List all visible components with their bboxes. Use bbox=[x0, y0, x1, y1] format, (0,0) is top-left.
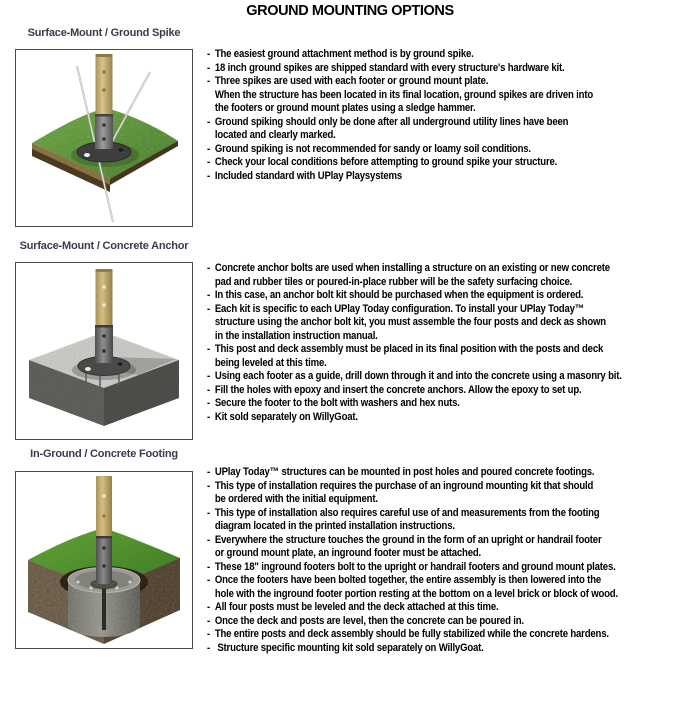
text-line: being leveled at this time. bbox=[214, 356, 327, 369]
section-heading-concrete-anchor: Surface-Mount / Concrete Anchor bbox=[19, 240, 189, 252]
text-line: - 18 inch ground spikes are shipped standard with every structure's hardware kit. bbox=[207, 61, 565, 74]
text-line: - Kit sold separately on WillyGoat. bbox=[207, 410, 358, 423]
section-heading-ground-spike: Surface-Mount / Ground Spike bbox=[27, 27, 181, 39]
text-line: - Ground spiking is not recommended for sandy or loamy soil conditions. bbox=[207, 142, 531, 155]
text-line: - Ground spiking should only be done after all underground utility lines have been bbox=[207, 115, 569, 128]
text-line: - These 18" inground footers bolt to the upright or handrail footers and ground mount plates. bbox=[207, 560, 616, 573]
text-line: - Once the footers have been bolted together, the entire assembly is then lowered into the bbox=[207, 574, 602, 586]
section-heading-concrete-footing: In-Ground / Concrete Footing bbox=[30, 448, 178, 460]
text-line: - This type of installation also requires careful use of and measurements from the footing bbox=[207, 506, 600, 519]
ground-spike-illustration bbox=[15, 49, 193, 227]
text-line: - Three spikes are used with each footer or ground mount plate. bbox=[207, 75, 489, 87]
concrete-footing-illustration bbox=[15, 471, 193, 649]
text-line: diagram located in the printed installation instructions. bbox=[214, 520, 455, 532]
text-line: in the installation instruction manual. bbox=[214, 329, 378, 342]
concrete-footing-graphic bbox=[16, 472, 192, 648]
text-line: - The easiest ground attachment method is by ground spike. bbox=[207, 48, 474, 60]
concrete-anchor-graphic bbox=[16, 263, 192, 439]
concrete-anchor-illustration bbox=[15, 262, 193, 440]
text-line: - Secure the footer to the bolt with washers and hex nuts. bbox=[207, 397, 460, 409]
text-line: hole with the inground footer portion resting at the bottom on a level brick or block of wood. bbox=[214, 587, 618, 600]
text-line: pad and rubber tiles or poured-in-place rubber will be the safety surfacing choice. bbox=[214, 275, 573, 288]
text-line: - UPlay Today™ structures can be mounted in post holes and poured concrete footings. bbox=[207, 466, 595, 478]
text-line: structure using the anchor bolt kit, you must assemble the four posts and deck as shown bbox=[214, 316, 606, 328]
text-line: or ground mount plate, an inground footer must be attached. bbox=[214, 547, 482, 559]
page-title: GROUND MOUNTING OPTIONS bbox=[246, 3, 454, 19]
section-text-concrete-anchor bbox=[207, 262, 700, 424]
text-line: - Everywhere the structure touches the ground in the form of an upright or handrail footer bbox=[207, 533, 602, 546]
text-line: - Each kit is specific to each UPlay Today configuration. To install your UPlay Today™ bbox=[207, 302, 585, 315]
text-line: When the structure has been located in its final location, ground spikes are driven into bbox=[214, 88, 594, 101]
section-text-concrete-footing bbox=[207, 466, 700, 655]
text-line: be ordered with the initial equipment. bbox=[214, 493, 378, 505]
text-line: the footers or ground mount plates using a sledge hammer. bbox=[214, 102, 476, 114]
text-line: - Structure specific mounting kit sold separately on WillyGoat. bbox=[207, 641, 484, 654]
section-text-ground-spike bbox=[207, 48, 700, 183]
text-line: - All four posts must be leveled and the deck attached at this time. bbox=[207, 601, 499, 613]
text-line: - Included standard with UPlay Playsystems bbox=[207, 169, 403, 182]
text-line: - The entire posts and deck assembly should be fully stabilized while the concrete hardens. bbox=[207, 628, 609, 640]
text-line: - Once the deck and posts are level, then the concrete can be poured in. bbox=[207, 614, 524, 627]
text-line: - Fill the holes with epoxy and insert the concrete anchors. Allow the epoxy to set up. bbox=[207, 383, 582, 396]
text-line: located and clearly marked. bbox=[214, 129, 336, 141]
ground-spike-graphic bbox=[16, 50, 192, 226]
text-line: - Concrete anchor bolts are used when installing a structure on an existing or new concrete bbox=[207, 262, 610, 274]
text-line: - Using each footer as a guide, drill down through it and into the concrete using a masonry bit. bbox=[207, 370, 622, 382]
text-line: - In this case, an anchor bolt kit should be purchased when the equipment is ordered. bbox=[207, 289, 584, 301]
text-line: - Check your local conditions before attempting to ground spike your structure. bbox=[207, 156, 558, 168]
text-line: - This type of installation requires the purchase of an inground mounting kit that should bbox=[207, 479, 594, 492]
text-line: - This post and deck assembly must be placed in its final position with the posts and deck bbox=[207, 343, 604, 355]
